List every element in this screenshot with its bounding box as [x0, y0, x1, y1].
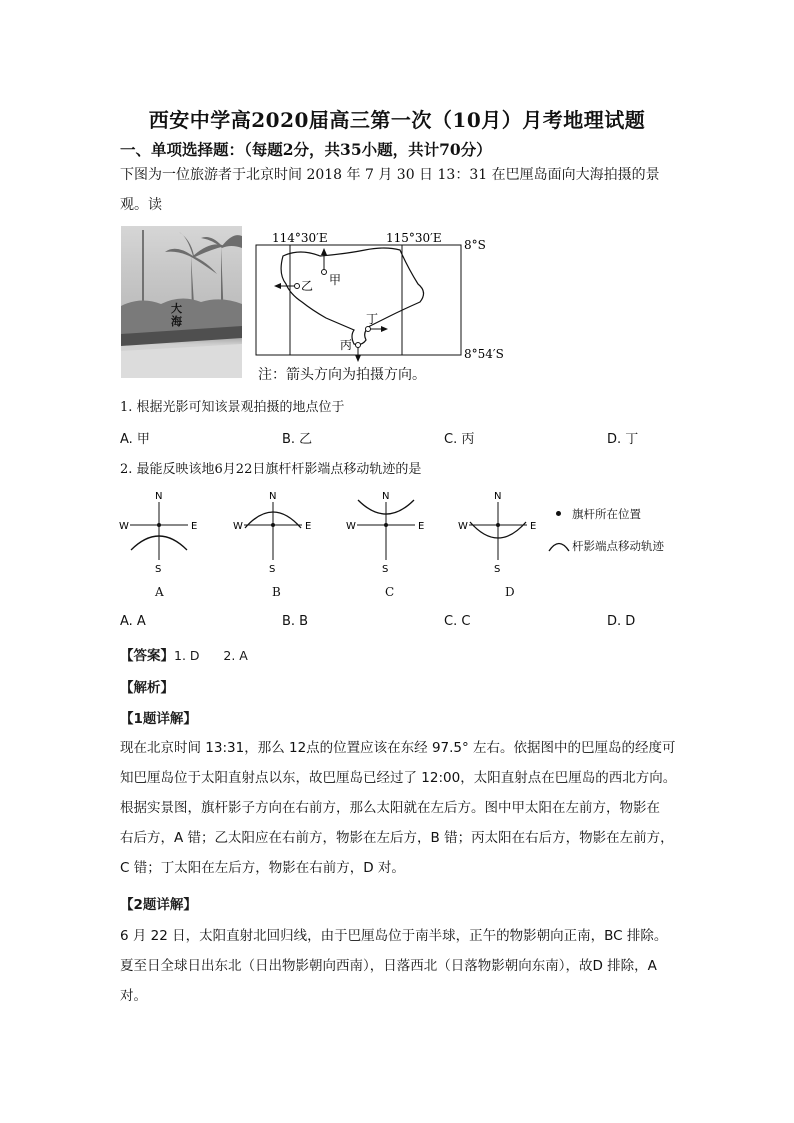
- q2-option-a: A. A: [120, 614, 146, 629]
- compass-n: N: [382, 491, 390, 502]
- pole-dot: [271, 523, 275, 527]
- lon-left-label: 114°30′E: [272, 231, 328, 245]
- compass-s: S: [494, 564, 501, 574]
- compass-w: W: [233, 521, 243, 532]
- compass-w: W: [346, 521, 356, 532]
- detail-1-line: 知巴厘岛位于太阳直射点以东，故巴厘岛已经过了 12:00，太阳直射点在巴厘岛的西北方向。: [120, 770, 677, 786]
- compass-e: E: [418, 521, 425, 532]
- detail-2-tag: 【2题详解】: [120, 897, 197, 913]
- detail-1-line: 右后方，A 错；乙太阳应在右前方，物影在左后方，B 错；丙太阳在右后方，物影在左前方，: [120, 830, 674, 846]
- diagram-b-label: B: [272, 585, 281, 599]
- point-jia-label: 甲: [329, 273, 342, 287]
- compass-n: N: [155, 491, 163, 502]
- pavement: [121, 344, 242, 378]
- legend-pole-dot: [556, 511, 561, 516]
- bali-map-drawing: [250, 226, 530, 366]
- q1-option-a: A. 甲: [120, 432, 150, 447]
- detail-1-line: 根据实景图，旗杆影子方向在右前方，那么太阳就在左后方。图中甲太阳在左前方，物影在: [120, 800, 660, 816]
- map-frame: [256, 245, 461, 355]
- point-ding-marker: [366, 327, 371, 332]
- point-jia-marker: [322, 270, 327, 275]
- diagram-c-label: C: [385, 585, 395, 599]
- compass-w: W: [119, 521, 129, 532]
- lat-bottom-label: 8°54′S: [464, 347, 504, 361]
- intro-line-1: 下图为一位旅游者于北京时间 2018 年 7 月 30 日 13：31 在巴厘岛面向大海拍摄的景观。读: [120, 167, 660, 213]
- section-heading: 一、单项选择题：（每题2分，共35小题，共计70分）: [120, 140, 492, 159]
- diagram-d: [457, 488, 547, 578]
- diagram-c: [345, 488, 435, 578]
- question-2: 2. 最能反映该地6月22日旗杆杆影端点移动轨迹的是: [120, 462, 422, 477]
- jia-arrow-head: [321, 248, 327, 255]
- legend-track-icon: [548, 538, 570, 552]
- compass-s: S: [269, 564, 276, 574]
- point-yi-marker: [295, 284, 300, 289]
- map-note: 注：箭头方向为拍摄方向。: [258, 367, 426, 383]
- compass-s: S: [155, 564, 162, 574]
- lat-top-label: 8°S: [464, 238, 486, 252]
- q1-option-b: B. 乙: [282, 432, 313, 447]
- compass-n: N: [494, 491, 502, 502]
- diagram-b: [232, 488, 322, 578]
- detail-1-line: 现在北京时间 13:31，那么 12点的位置应该在东经 97.5° 左右。依据图中的巴厘岛的经度可: [120, 740, 676, 756]
- q1-option-c: C. 丙: [444, 432, 475, 447]
- pole-dot: [496, 523, 500, 527]
- diagram-d-drawing: [457, 488, 547, 574]
- detail-2-body: [120, 921, 680, 1011]
- detail-2-line: 夏至日全球日出东北（日出物影朝向西南），日落西北（日落物影朝向东南），故D 排除，A: [120, 958, 657, 974]
- compass-w: W: [458, 521, 468, 532]
- q2-option-c: C. C: [444, 614, 471, 629]
- point-bing-marker: [356, 343, 361, 348]
- pole-dot: [157, 523, 161, 527]
- detail-1-line: C 错；丁太阳在左后方，物影在右前方，D 对。: [120, 860, 405, 876]
- ding-arrow-head: [381, 326, 388, 332]
- compass-n: N: [269, 491, 277, 502]
- detail-1-body: [120, 733, 680, 883]
- bali-map: [250, 226, 530, 370]
- pole-dot: [384, 523, 388, 527]
- compass-e: E: [530, 521, 537, 532]
- bing-arrow-head: [355, 355, 361, 362]
- answer-text: 1. D 2. A: [174, 648, 248, 663]
- diagram-b-drawing: [232, 488, 322, 574]
- question-1: 1. 根据光影可知该景观拍摄的地点位于: [120, 400, 345, 415]
- compass-e: E: [305, 521, 312, 532]
- diagram-c-drawing: [345, 488, 435, 574]
- analysis-tag: 【解析】: [120, 680, 174, 696]
- yi-arrow-head: [274, 283, 281, 289]
- diagram-a: [118, 488, 208, 578]
- legend-track-text: 杆影端点移动轨迹: [572, 539, 664, 553]
- point-ding-label: 丁: [366, 312, 379, 326]
- legend-pole-text: 旗杆所在位置: [572, 507, 641, 521]
- exam-title: 西安中学高2020届高三第一次（10月）月考地理试题: [148, 108, 646, 132]
- answer-tag: 【答案】: [120, 648, 174, 664]
- point-bing-label: 丙: [340, 338, 353, 352]
- q1-option-d: D. 丁: [607, 432, 639, 447]
- point-yi-label: 乙: [301, 279, 314, 293]
- diagram-a-label: A: [155, 585, 164, 599]
- diagram-a-drawing: [118, 488, 208, 574]
- lon-right-label: 115°30′E: [386, 231, 442, 245]
- q2-option-b: B. B: [282, 614, 309, 629]
- detail-1-tag: 【1题详解】: [120, 711, 197, 727]
- sea-label: 大海: [171, 302, 182, 328]
- compass-e: E: [191, 521, 198, 532]
- q2-option-d: D. D: [607, 614, 636, 629]
- detail-2-line: 6 月 22 日，太阳直射北回归线，由于巴厘岛位于南半球，正午的物影朝向正南，BC 排除。: [120, 928, 668, 944]
- diagram-d-label: D: [505, 585, 515, 599]
- compass-s: S: [382, 564, 389, 574]
- detail-2-line: 对。: [120, 988, 147, 1004]
- landscape-photo: [121, 226, 242, 378]
- answer-line: [120, 644, 248, 664]
